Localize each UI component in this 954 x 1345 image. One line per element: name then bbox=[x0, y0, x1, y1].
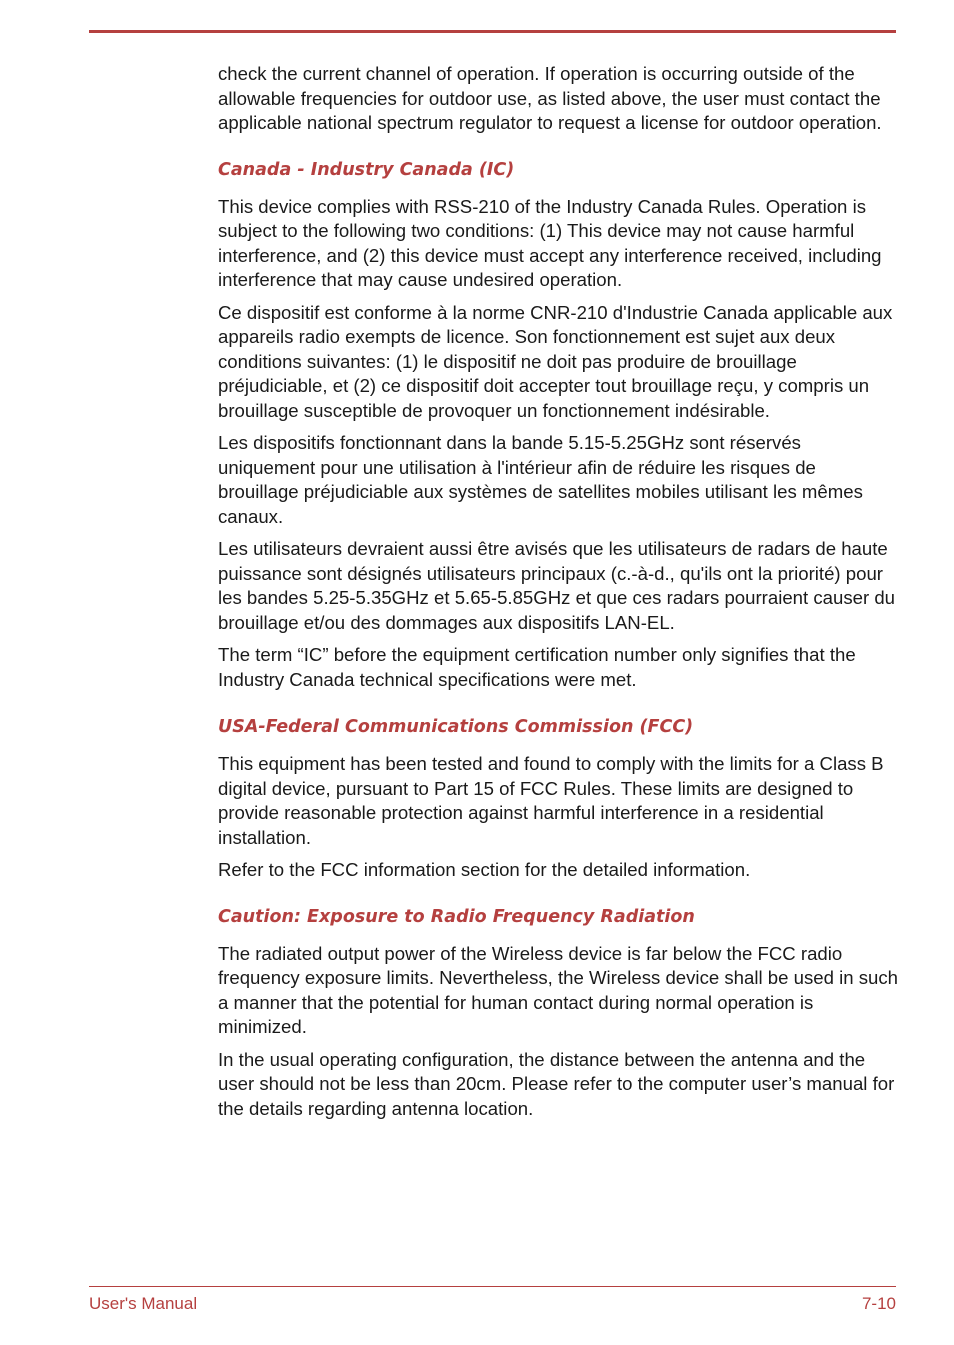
canada-paragraph-4: Les utilisateurs devraient aussi être avisés que les utilisateurs de radars de haute puissance sont désignés utilisateurs principaux (c.-à-d., qu'ils ont la priorité) pour les bandes 5.25-5.35GHz et 5.65-5.85GHz et que ces radars pourraient causer du brouillage et/ou des dommages aux dispositifs LAN-EL. bbox=[218, 538, 896, 633]
canada-paragraph-1: This device complies with RSS-210 of the Industry Canada Rules. Operation is subject to the following two conditions: (1) This device may not cause harmful interference, and (2) this device must accept any interference received, including interference that may cause undesired operation. bbox=[218, 195, 882, 290]
caution-paragraph-2: In the usual operating configuration, the distance between the antenna and the user should not be less than 20cm. Please refer to the computer user’s manual for the details regarding antenna location. bbox=[218, 1048, 895, 1119]
intro-paragraph: check the current channel of operation. If operation is occurring outside of the allowable frequencies for outdoor use, as listed above, the user must contact the applicable national spectrum regulator to request a license for outdoor operation. bbox=[218, 63, 882, 133]
header-rule bbox=[89, 30, 896, 33]
canada-paragraph-3: Les dispositifs fonctionnant dans la bande 5.15-5.25GHz sont réservés uniquement pour une utilisation à l'intérieur afin de réduire les risques de brouillage préjudiciable aux systèmes de satellites mobiles utilisant les mêmes canaux. bbox=[218, 432, 863, 527]
canada-paragraph-5: The term “IC” before the equipment certification number only signifies that the Industry Canada technical specifications were met. bbox=[218, 644, 856, 690]
footer-page-number: 7-10 bbox=[861, 1294, 896, 1313]
fcc-paragraph-2: Refer to the FCC information section for the detailed information. bbox=[218, 859, 751, 880]
caution-paragraph-1: The radiated output power of the Wireless device is far below the FCC radio frequency exposure limits. Nevertheless, the Wireless device shall be used in such a manner that the potential for human contact during normal operation is minimized. bbox=[218, 942, 899, 1037]
page-content bbox=[218, 62, 900, 1121]
canada-paragraph-2: Ce dispositif est conforme à la norme CNR-210 d'Industrie Canada applicable aux appareils radio exempts de licence. Son fonctionnement est sujet aux deux conditions suivantes: (1) le dispositif ne doit pas produire de brouillage préjudiciable, et (2) ce dispositif doit accepter tout brouillage reçu, y compris un brouillage susceptible de provoquer un fonctionnement indésirable. bbox=[218, 301, 893, 421]
section-heading-caution: Caution: Exposure to Radio Frequency Radiation bbox=[218, 906, 695, 927]
section-heading-fcc: USA-Federal Communications Commission (FCC) bbox=[218, 717, 694, 737]
section-heading-canada: Canada - Industry Canada (IC) bbox=[218, 159, 515, 180]
footer-manual-title: User's Manual bbox=[89, 1294, 198, 1313]
footer-rule bbox=[89, 1286, 896, 1287]
fcc-paragraph-1: This equipment has been tested and found to comply with the limits for a Class B digital device, pursuant to Part 15 of FCC Rules. These limits are designed to provide reasonable protection against harmful interference in a residential installation. bbox=[218, 753, 884, 848]
